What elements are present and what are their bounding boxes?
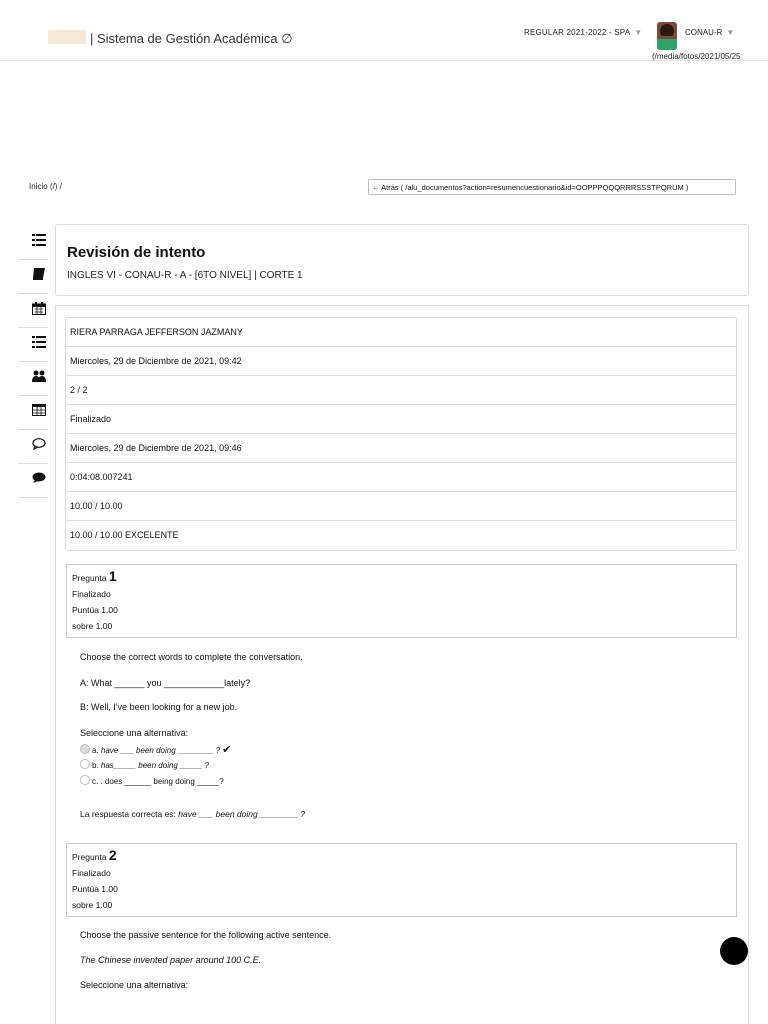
user-menu[interactable] — [685, 28, 734, 37]
question-max: sobre 1.00 — [72, 621, 113, 631]
sidebar-item-table[interactable] — [18, 396, 48, 430]
question-prompt: Choose the correct words to complete the conversation. — [80, 652, 303, 662]
sidebar-item-book[interactable] — [18, 260, 48, 294]
question-prompt: Choose the passive sentence for the following active sentence. — [80, 930, 332, 940]
table-icon — [32, 404, 46, 416]
correct-answer-prefix: La respuesta correcta es: — [80, 809, 176, 819]
sidebar — [18, 226, 48, 498]
breadcrumb[interactable]: Inicio (/) / — [29, 182, 62, 191]
question-state: Finalizado — [72, 868, 111, 878]
period-dropdown[interactable] — [524, 28, 642, 37]
chevron-down-icon: ▼ — [726, 28, 735, 37]
info-started: Miercoles, 29 de Diciembre de 2021, 09:42 — [66, 347, 736, 376]
option-letter: a. — [92, 746, 99, 755]
comment-icon — [32, 438, 46, 450]
sidebar-item-list-2[interactable] — [18, 328, 48, 362]
info-score: 10.00 / 10.00 — [66, 492, 736, 521]
comments-icon — [32, 472, 46, 484]
sidebar-item-comments[interactable] — [18, 464, 48, 498]
course-subtitle: INGLES VI - CONAU-R - A - [6TO NIVEL] | CORTE 1 — [67, 270, 303, 281]
select-label: Seleccione una alternativa: — [80, 728, 189, 738]
calendar-icon — [32, 302, 46, 315]
option-text: has_____ been doing _____ ? — [100, 761, 210, 770]
correct-answer — [80, 809, 305, 819]
back-button[interactable]: ← Atrás ( /alu_documentos?action=resumencuestionario&id=OOPPPQQQRRRSSSTPQRUM ) — [368, 179, 736, 195]
avatar[interactable] — [657, 22, 677, 50]
question-score: Puntúa 1.00 — [72, 884, 118, 894]
active-sentence: The Chinese invented paper around 100 C.E. — [80, 955, 262, 965]
option-b[interactable] — [80, 759, 209, 770]
question-state: Finalizado — [72, 589, 111, 599]
list-icon — [32, 336, 46, 348]
dialogue-line-a: A: What ______ you ____________lately? — [80, 678, 251, 688]
question-label: Pregunta — [72, 573, 107, 583]
question-number: 1 — [108, 568, 117, 584]
info-duration: 0:04:08.007241 — [66, 463, 736, 492]
institution-logo[interactable] — [48, 30, 86, 44]
info-finished: Miercoles, 29 de Diciembre de 2021, 09:46 — [66, 434, 736, 463]
question-1-info — [66, 564, 737, 638]
radio-option-b[interactable] — [80, 759, 90, 769]
page-title: Revisión de intento — [67, 244, 206, 261]
checkmark-icon: ✔ — [222, 744, 232, 756]
user-name-label: CONAU-R — [685, 28, 723, 37]
question-label: Pregunta — [72, 852, 107, 862]
photo-path-text: (/media/fotos/2021/05/25 — [652, 52, 741, 61]
question-number: 2 — [108, 847, 117, 863]
book-icon — [32, 268, 46, 280]
select-label: Seleccione una alternativa: — [80, 980, 189, 990]
question-score: Puntúa 1.00 — [72, 605, 118, 615]
info-student: RIERA PARRAGA JEFFERSON JAZMANY — [66, 318, 736, 347]
sidebar-item-calendar[interactable] — [18, 294, 48, 328]
option-text: have ___ been doing ________ ? — [100, 746, 221, 755]
info-grade: 10.00 / 10.00 EXCELENTE — [70, 530, 179, 540]
sidebar-item-users[interactable] — [18, 362, 48, 396]
users-icon — [32, 370, 46, 382]
chevron-down-icon: ▼ — [634, 28, 643, 37]
attempt-header-card — [55, 224, 749, 296]
option-c[interactable] — [80, 775, 224, 786]
sidebar-item-list[interactable] — [18, 226, 48, 260]
attempt-info-table — [65, 317, 737, 551]
question-2-info — [66, 843, 737, 917]
info-state: Finalizado — [66, 405, 736, 434]
option-letter: b. — [92, 761, 99, 770]
sidebar-item-comment[interactable] — [18, 430, 48, 464]
list-icon — [32, 234, 46, 246]
option-text: does ______ being doing _____? — [104, 777, 224, 786]
dialogue-line-b: B: Well, I've been looking for a new job. — [80, 702, 238, 712]
correct-answer-text: have ___ been doing ________ ? — [178, 809, 305, 819]
radio-option-a[interactable] — [80, 744, 90, 754]
info-attempt: 2 / 2 — [66, 376, 736, 405]
option-letter: c. . — [92, 777, 103, 786]
question-max: sobre 1.00 — [72, 900, 113, 910]
app-title: | Sistema de Gestión Académica ∅ — [90, 31, 293, 46]
option-a[interactable] — [80, 743, 231, 756]
radio-option-c[interactable] — [80, 775, 90, 785]
period-label: REGULAR 2021-2022 - SPA — [524, 28, 631, 37]
chat-bubble-button[interactable] — [720, 937, 748, 965]
